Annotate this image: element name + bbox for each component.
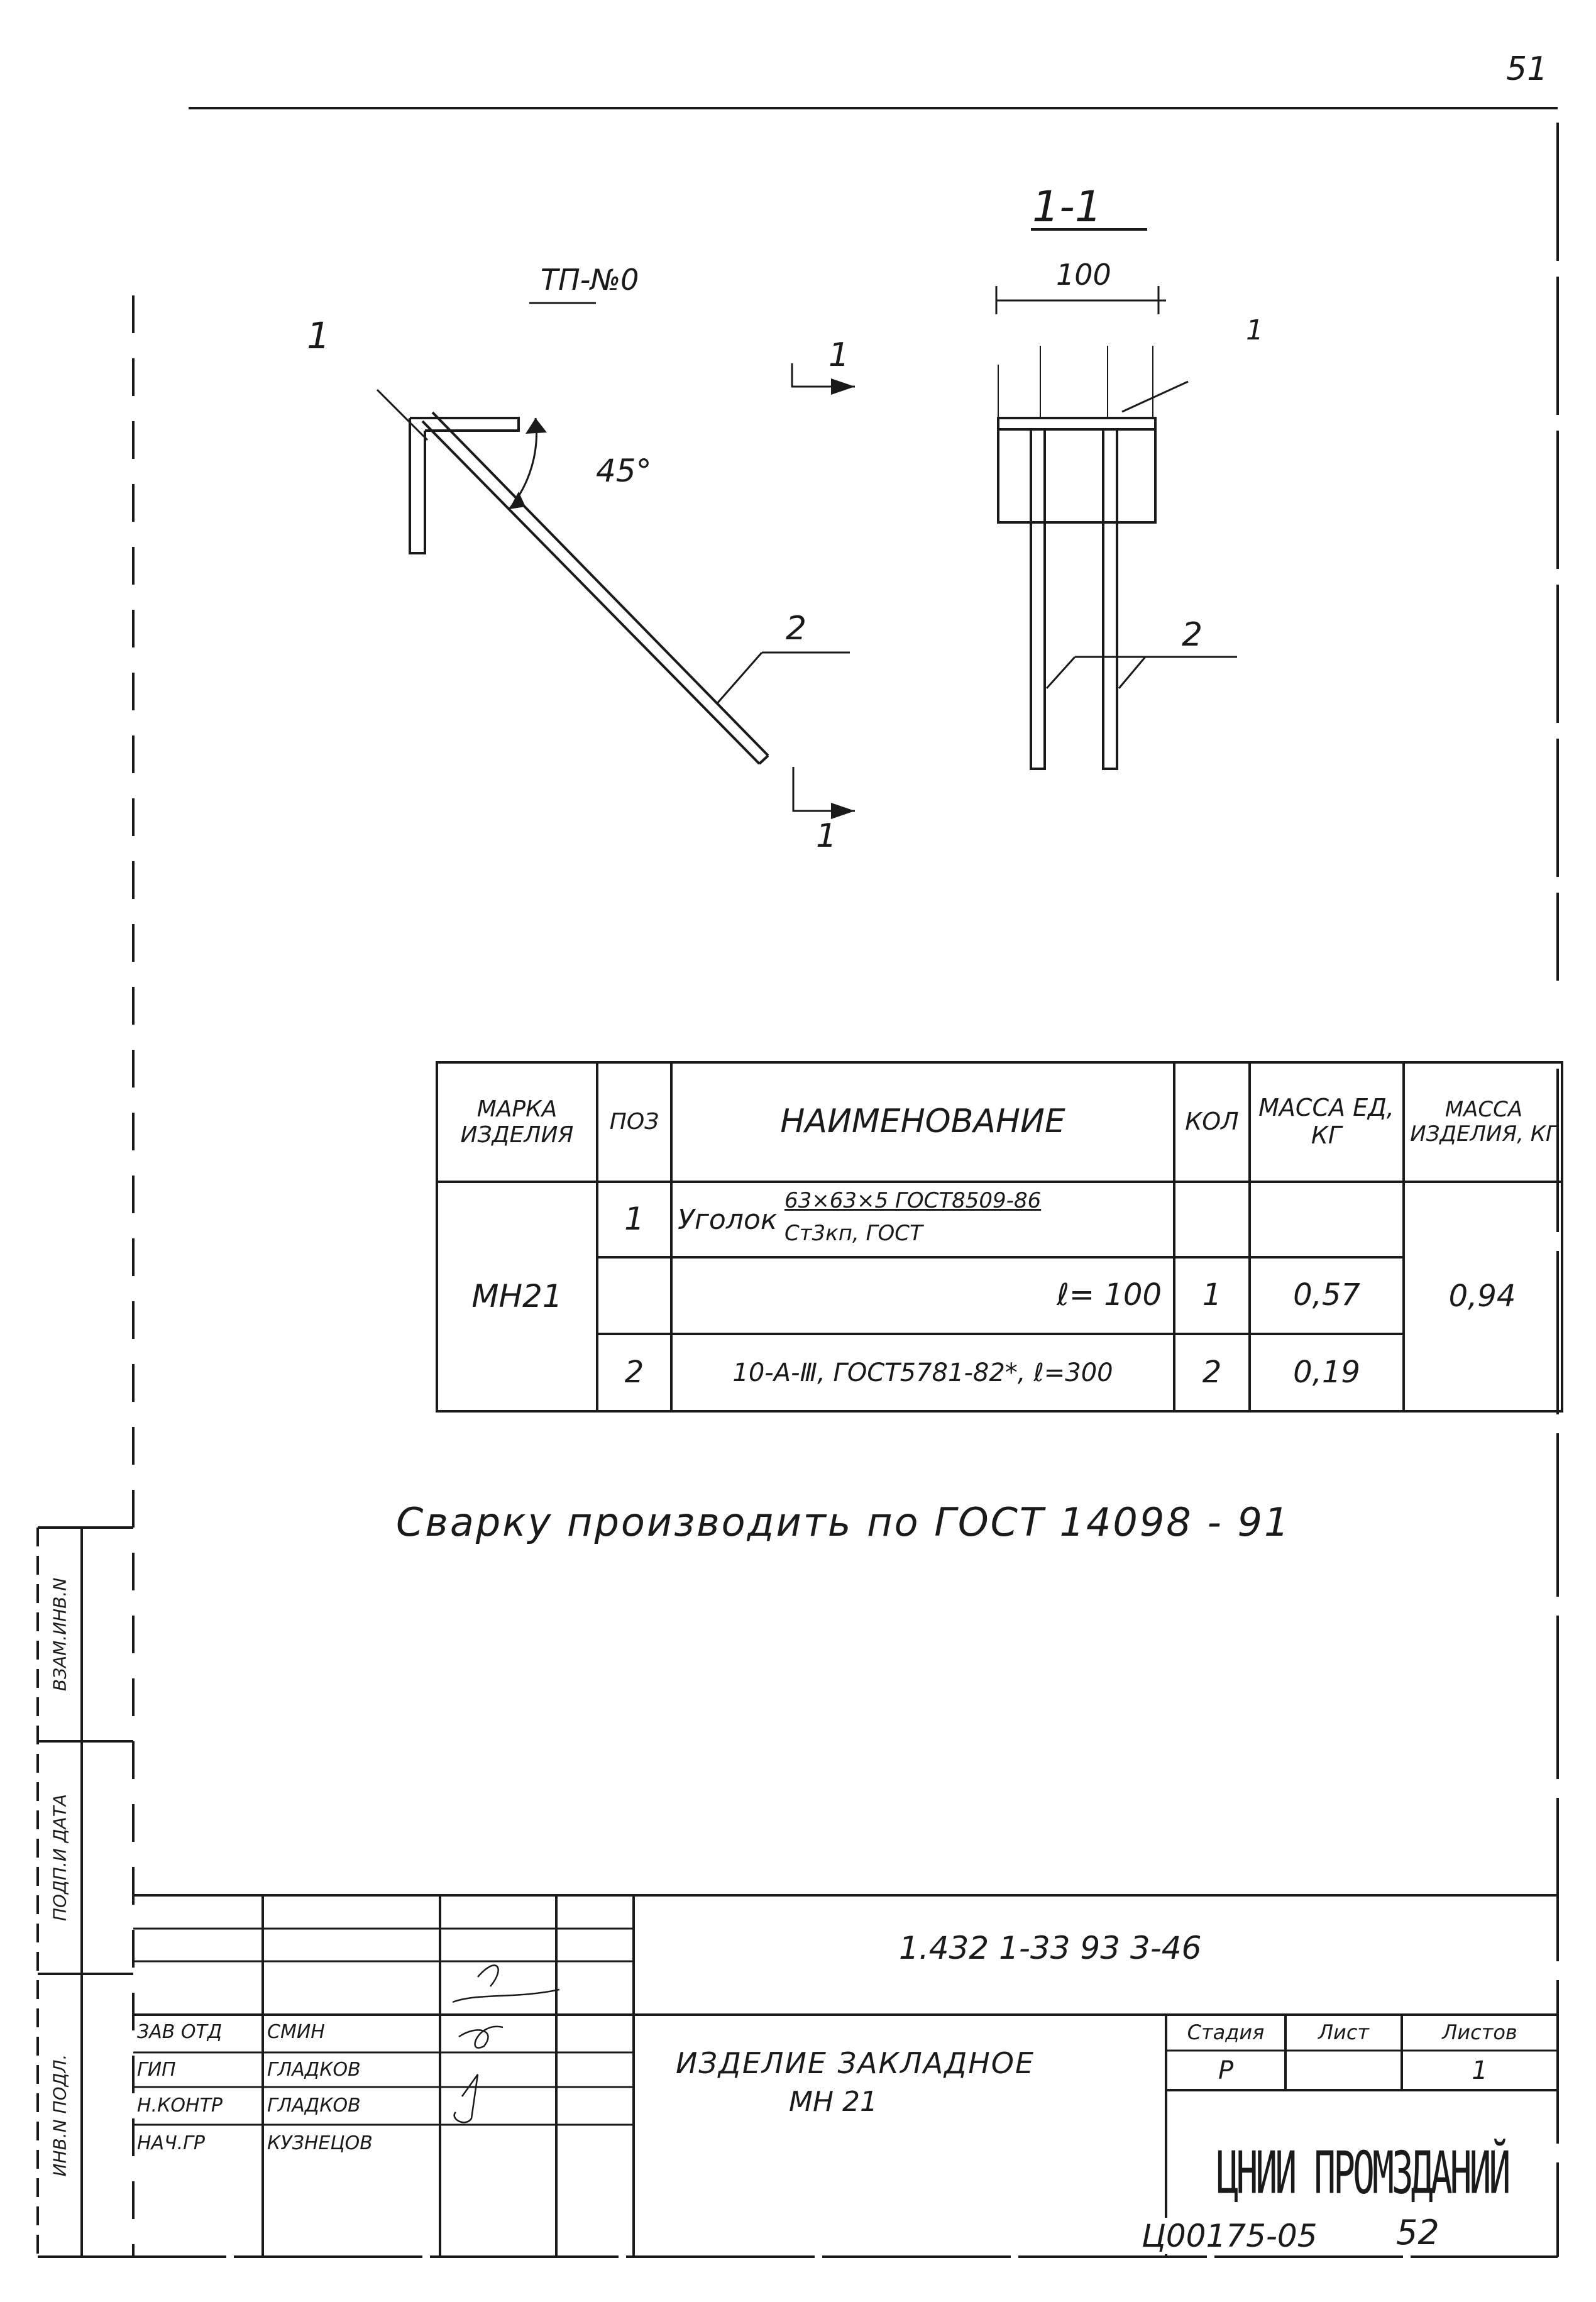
name-2: ГЛАДКОВ: [267, 2059, 361, 2081]
item-total-mass: 0,94: [1448, 1278, 1516, 1314]
table-row-3-name: 10-А-Ⅲ, ГОСТ5781-82*, ℓ=300: [732, 1358, 1113, 1387]
role-1: ЗАВ ОТД: [137, 2021, 223, 2043]
name-1: СМИН: [267, 2021, 325, 2043]
table-row-1-qty: [1174, 1182, 1250, 1257]
role-4: НАЧ.ГР: [137, 2132, 205, 2154]
document-code: 1.432 1-33 93 3-46: [899, 1930, 1202, 1966]
angle-label: 45°: [596, 453, 652, 489]
table-row-2-pos: [597, 1257, 671, 1334]
footer-code: Ц00175-05: [1138, 2218, 1321, 2254]
table-row-1-name-denominator: Ст3кп, ГОСТ: [784, 1221, 923, 1246]
dimension-label: 100: [1056, 258, 1111, 292]
table-row-2-name: ℓ= 100: [1057, 1277, 1162, 1313]
sheets-header: Листов: [1442, 2020, 1517, 2045]
view-label: ТП-№0: [541, 263, 639, 297]
section-cut-label-bottom: 1: [816, 817, 837, 855]
table-row-1-pos: 1: [624, 1201, 644, 1238]
side-stamp-label-2: ПОДП.И ДАТА: [49, 1793, 70, 1922]
position-1-label: 1: [307, 314, 330, 357]
table-row-3-qty: 2: [1202, 1354, 1222, 1390]
side-stamp-label-3: ИНВ.N ПОДЛ.: [49, 2054, 70, 2177]
section-title: 1-1: [1032, 182, 1103, 232]
table-row-2-qty: 1: [1202, 1277, 1222, 1313]
footer-page: 52: [1392, 2213, 1443, 2252]
stage-header: Стадия: [1187, 2020, 1265, 2045]
side-stamp-label-1: ВЗАМ.ИНВ.N: [49, 1577, 70, 1692]
header-qty: КОЛ: [1185, 1108, 1239, 1136]
role-2: ГИП: [137, 2059, 176, 2081]
product-title: ИЗДЕЛИЕ ЗАКЛАДНОЕ: [676, 2046, 1035, 2080]
header-mass-item: МАССА ИЗДЕЛИЯ, КГ: [1410, 1096, 1558, 1147]
page-number: 51: [1506, 50, 1548, 88]
table-row-1-mass: [1250, 1182, 1404, 1257]
role-3: Н.КОНТР: [137, 2095, 223, 2117]
welding-note: Сварку производить по ГОСТ 14098 - 91: [396, 1499, 1291, 1545]
sheets-value: 1: [1472, 2056, 1488, 2085]
header-mark: МАРКА ИЗДЕЛИЯ: [460, 1096, 574, 1148]
position-2-label-section: 2: [1182, 616, 1203, 654]
table-row-2-mass: 0,57: [1293, 1277, 1360, 1313]
position-1-label-section: 1: [1246, 314, 1263, 346]
table-row-3-pos: 2: [624, 1354, 644, 1390]
header-pos: ПОЗ: [609, 1109, 659, 1135]
product-mark: МН 21: [789, 2086, 878, 2118]
stage-value: Р: [1218, 2056, 1234, 2085]
header-mass-unit: МАССА ЕД, КГ: [1258, 1094, 1394, 1149]
table-row-1-name-prefix: Уголок: [678, 1204, 778, 1236]
table-row-3-mass: 0,19: [1293, 1354, 1360, 1390]
section-cut-label-top: 1: [828, 336, 850, 374]
name-4: КУЗНЕЦОВ: [267, 2132, 373, 2154]
sheet-header: Лист: [1318, 2020, 1370, 2045]
name-3: ГЛАДКОВ: [267, 2095, 361, 2117]
header-name: НАИМЕНОВАНИЕ: [780, 1103, 1065, 1141]
organization-name: ЦНИИ ПРОМЗДАНИЙ: [1216, 2139, 1509, 2208]
position-2-label: 2: [786, 610, 807, 647]
table-row-1-name-numerator: 63×63×5 ГОСТ8509-86: [784, 1188, 1042, 1213]
item-mark: МН21: [471, 1277, 563, 1314]
